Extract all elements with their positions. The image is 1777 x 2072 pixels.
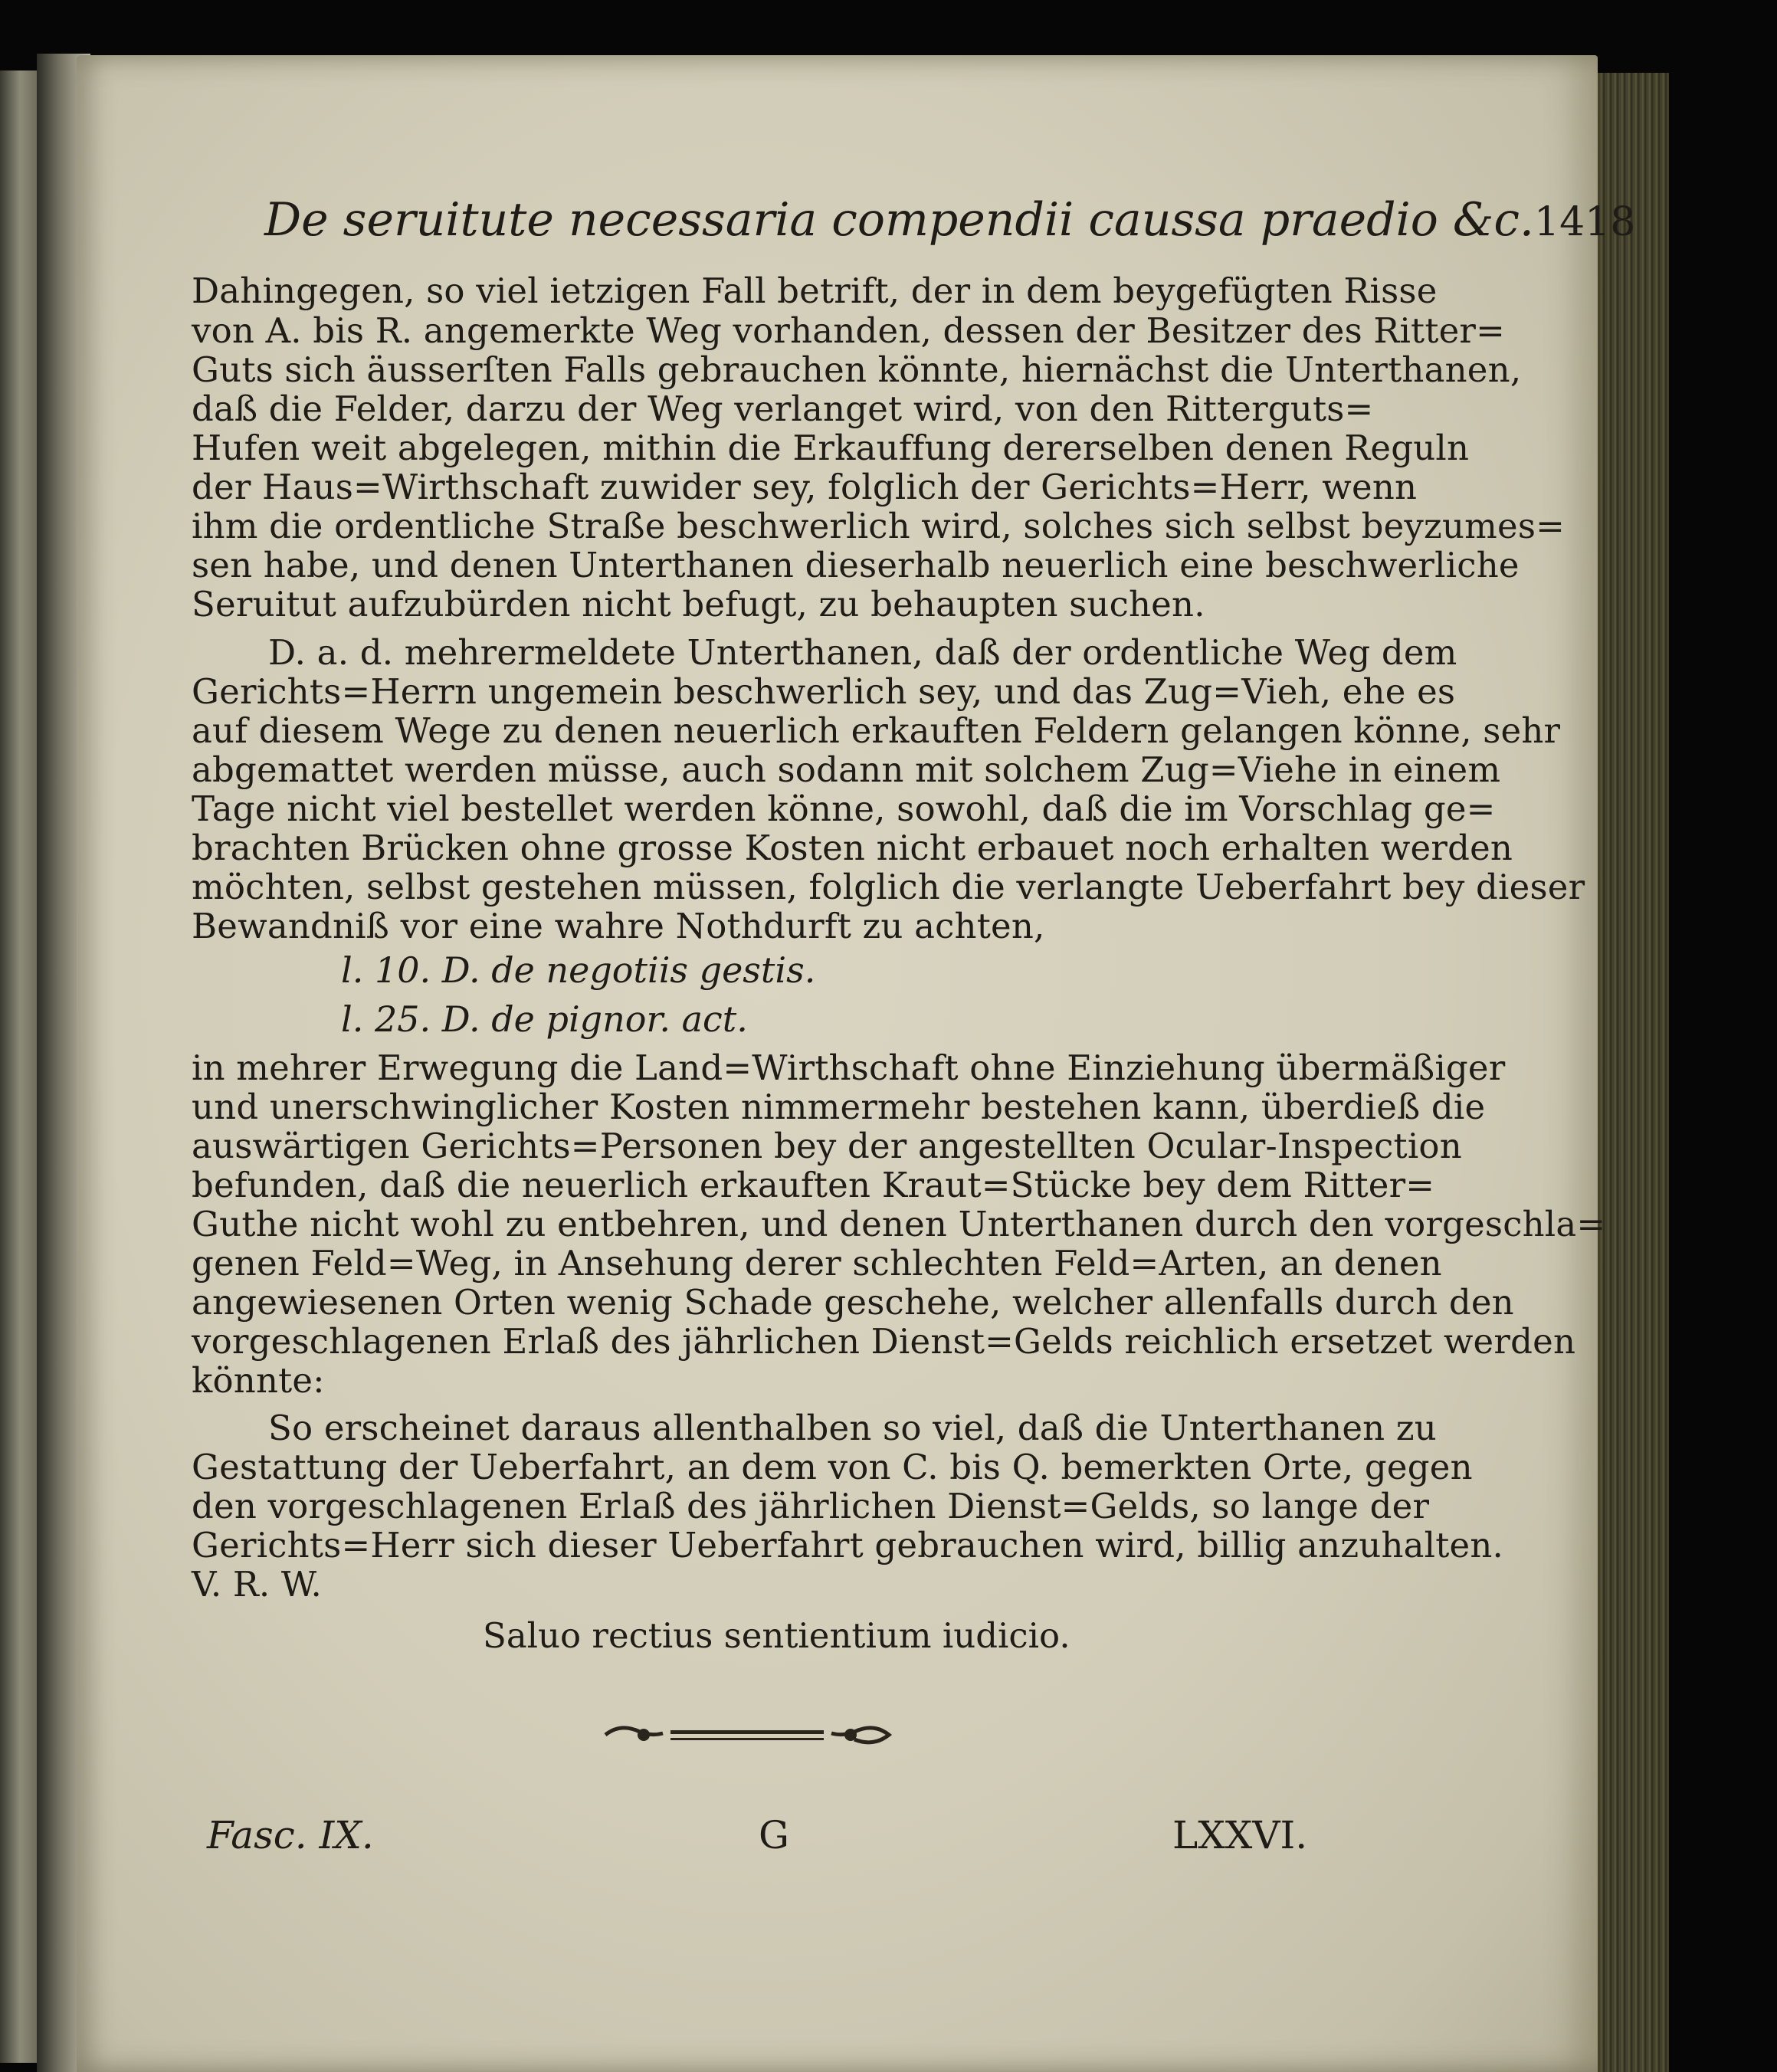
text-line: Gerichts=Herrn ungemein beschwerlich sey, und das Zug=Vieh, ehe es [192,671,1456,712]
text-line: Guthe nicht wohl zu entbehren, und denen Unterthanen durch den vorgeschla= [192,1204,1606,1244]
text-line: sen habe, und denen Unterthanen dieserhalb neuerlich eine beschwerliche [192,545,1520,585]
text-line: den vorgeschlagenen Erlaß des jährlichen Dienst=Gelds, so lange der [192,1486,1430,1526]
ornament-divider-icon [598,1712,897,1758]
text-line: von A. bis R. angemerkte Weg vorhanden, dessen der Besitzer des Ritter= [192,310,1506,351]
text-line: ihm die ordentliche Straße beschwerlich wird, solches sich selbst beyzumes= [192,506,1566,546]
text-line: Guts sich äusserſten Falls gebrauchen könnte, hiernächst die Unterthanen, [192,349,1522,390]
footer-number: LXXVI. [1172,1813,1308,1857]
text-line: genen Feld=Weg, in Ansehung derer schlechten Feld=Arten, an denen [192,1243,1442,1284]
text-line: Dahingegen, so viel ietzigen Fall betrift, der in dem beygefügten Risse [192,270,1438,311]
text-line: D. a. d. mehrermeldete Unterthanen, daß der ordentliche Weg dem [268,632,1457,673]
text-line: Hufen weit abgelegen, mithin die Erkauffung dererselben denen Reguln [192,428,1470,468]
text-line: auf diesem Wege zu denen neuerlich erkauften Feldern gelangen könne, sehr [192,710,1561,751]
text-line: Gestattung der Ueberfahrt, an dem von C. bis Q. bemerkten Orte, gegen [192,1447,1473,1487]
text-line: abgemattet werden müsse, auch sodann mit solchem Zug=Viehe in einem [192,749,1501,790]
text-line: möchten, selbst gestehen müssen, folglich die verlangte Ueberfahrt bey dieser [192,867,1585,907]
text-line: auswärtigen Gerichts=Personen bey der angestellten Ocular-Inspection [192,1126,1462,1166]
text-line: daß die Felder, darzu der Weg verlanget wird, von den Ritterguts= [192,388,1374,429]
text-line: der Haus=Wirthschaft zuwider sey, folglich der Gerichts=Herr, wenn [192,467,1418,507]
signature-initials: V. R. W. [192,1564,323,1605]
book-fore-edge [1590,73,1669,2072]
text-line: Tage nicht viel bestellet werden könne, sowohl, daß die im Vorschlag ge= [192,788,1496,829]
text-line: könnte: [192,1360,325,1401]
text-line: angewiesenen Orten wenig Schade geschehe, welcher allenfalls durch den [192,1282,1514,1323]
footer-signature-mark: G [759,1813,789,1857]
text-line: Bewandniß vor eine wahre Nothdurft zu achten, [192,906,1045,946]
text-line: brachten Brücken ohne grosse Kosten nicht erbauet noch erhalten werden [192,828,1513,868]
text-line: befunden, daß die neuerlich erkauften Kraut=Stücke bey dem Ritter= [192,1165,1435,1205]
text-line: in mehrer Erwegung die Land=Wirthschaft ohne Einziehung übermäßiger [192,1047,1506,1088]
text-line: Gerichts=Herr sich dieser Ueberfahrt gebrauchen wird, billig anzuhalten. [192,1525,1504,1565]
text-line: vorgeschlagenen Erlaß des jährlichen Dienst=Gelds reichlich ersetzet werden [192,1321,1576,1362]
closing-formula: Saluo rectius sentientium iudicio. [483,1615,1070,1656]
text-line: und unerschwinglicher Kosten nimmermehr bestehen kann, überdieß die [192,1087,1486,1127]
citation: l. 25. D. de pignor. act. [341,998,748,1040]
running-header [264,193,1636,247]
citation: l. 10. D. de negotiis gestis. [341,949,816,991]
page-number: 1418 [1534,199,1636,245]
text-line: Seruitut aufzubürden nicht befugt, zu behaupten suchen. [192,584,1205,625]
previous-page-edge [0,70,37,2063]
footer-fascicle: Fasc. IX. [207,1813,374,1857]
text-line: So erscheinet daraus allenthalben so viel, daß die Unterthanen zu [268,1408,1437,1448]
running-title: De seruitute necessaria compendii caussa praedio &c. [264,193,1535,247]
